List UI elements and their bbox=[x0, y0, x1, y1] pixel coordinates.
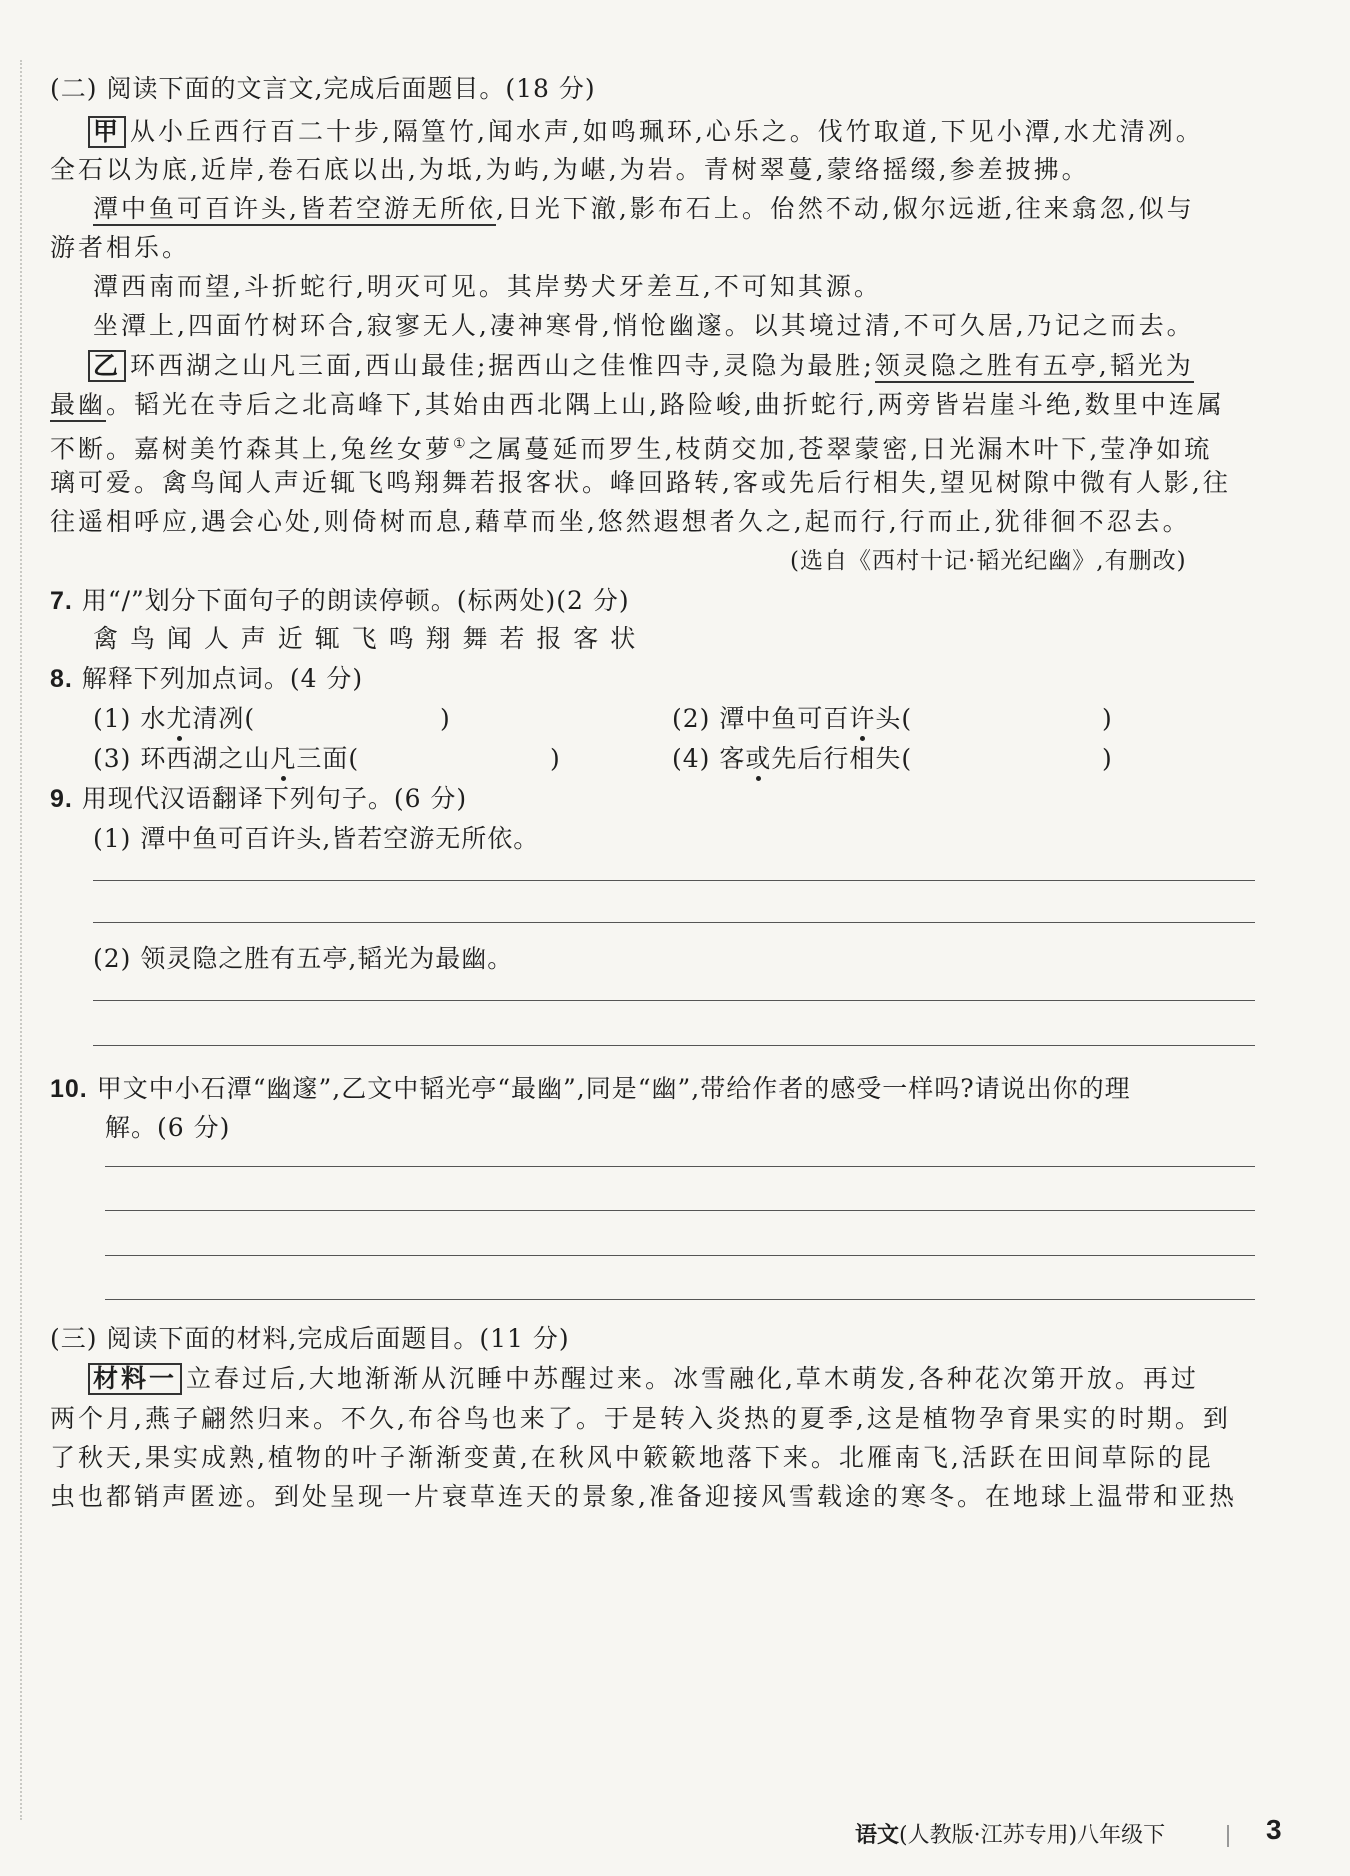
footer-divider bbox=[1227, 1825, 1229, 1847]
yi-line-5: 往遥相呼应,遇会心处,则倚树而息,藉草而坐,悠然遐想者久之,起而行,行而止,犹徘徊不忍去。 bbox=[50, 507, 1191, 536]
q9-sentence-1: (1) 潭中鱼可百许头,皆若空游无所依。 bbox=[93, 824, 540, 853]
answer-line[interactable] bbox=[105, 1166, 1255, 1167]
material1-line-1: 材料一 立春过后,大地渐渐从沉睡中苏醒过来。冰雪融化,草木萌发,各种花次第开放。再过 bbox=[88, 1362, 1199, 1396]
jia-line-1: 甲 从小丘西行百二十步,隔篁竹,闻水声,如鸣珮环,心乐之。伐竹取道,下见小潭,水尤清冽。 bbox=[88, 115, 1204, 149]
jia-line-6: 坐潭上,四面竹树环合,寂寥无人,凄神寒骨,悄怆幽邃。以其境过清,不可久居,乃记之而去。 bbox=[93, 311, 1195, 340]
q7-sentence: 禽 鸟 闻 人 声 近 辄 飞 鸣 翔 舞 若 报 客 状 bbox=[93, 624, 638, 653]
answer-line[interactable] bbox=[93, 1000, 1255, 1001]
q8-item-4-close: ) bbox=[1102, 744, 1113, 773]
source-citation: (选自《西村十记·韬光纪幽》,有删改) bbox=[790, 548, 1187, 574]
footnote-marker: ① bbox=[452, 436, 469, 452]
answer-line[interactable] bbox=[93, 1045, 1255, 1046]
emphasis-dot-char: 或 bbox=[745, 744, 772, 773]
yi-underlined-b: 最幽 bbox=[50, 390, 106, 422]
jia-line-5: 潭西南而望,斗折蛇行,明灭可见。其岸势犬牙差互,不可知其源。 bbox=[93, 272, 882, 301]
q8-item-2-close: ) bbox=[1102, 704, 1113, 733]
question-7: 7. 用“/”划分下面句子的朗读停顿。(标两处)(2 分) bbox=[50, 586, 630, 615]
jia-underlined-sentence: 潭中鱼可百许头,皆若空游无所依 bbox=[93, 194, 496, 226]
answer-line[interactable] bbox=[105, 1299, 1255, 1300]
material1-line-3: 了秋天,果实成熟,植物的叶子渐渐变黄,在秋风中簌簌地落下来。北雁南飞,活跃在田间草际的昆 bbox=[50, 1443, 1214, 1472]
answer-line[interactable] bbox=[105, 1255, 1255, 1256]
q8-item-1-close: ) bbox=[440, 704, 451, 733]
jia-tag: 甲 bbox=[88, 116, 126, 148]
footer-subject: 语文 bbox=[855, 1822, 900, 1848]
section3-heading: (三) 阅读下面的材料,完成后面题目。(11 分) bbox=[50, 1324, 570, 1353]
yi-line-3: 不断。嘉树美竹森其上,兔丝女萝①之属蔓延而罗生,枝荫交加,苍翠蒙密,日光漏木叶下,莹净如琉 bbox=[50, 434, 1213, 464]
question-10-cont: 解。(6 分) bbox=[105, 1113, 231, 1142]
jia-line-3: 潭中鱼可百许头,皆若空游无所依,日光下澈,影布石上。佁然不动,俶尔远逝,往来翕忽,似与 bbox=[93, 192, 1195, 226]
answer-line[interactable] bbox=[93, 880, 1255, 881]
material1-tag: 材料一 bbox=[88, 1363, 182, 1395]
jia-line-2: 全石以为底,近岸,卷石底以出,为坻,为屿,为嵁,为岩。青树翠蔓,蒙络摇缀,参差披拂。 bbox=[50, 155, 1090, 184]
material1-line-4: 虫也都销声匿迹。到处呈现一片衰草连天的景象,准备迎接风雪载途的寒冬。在地球上温带和亚热 bbox=[50, 1482, 1237, 1511]
q8-item-2: (2) 潭中鱼可百许头( bbox=[672, 704, 913, 733]
yi-underlined-a: 领灵隐之胜有五亭,韬光为 bbox=[875, 351, 1194, 383]
q8-item-4: (4) 客或先后行相失( bbox=[672, 744, 913, 773]
yi-line-1: 乙 环西湖之山凡三面,西山最佳;据西山之佳惟四寺,灵隐为最胜;领灵隐之胜有五亭,韬光为 bbox=[88, 349, 1194, 383]
question-8: 8. 解释下列加点词。(4 分) bbox=[50, 664, 364, 693]
emphasis-dot-char: 凡 bbox=[270, 744, 297, 773]
emphasis-dot-char: 尤 bbox=[166, 704, 193, 733]
yi-line-2: 最幽。韬光在寺后之北高峰下,其始由西北隅上山,路险峻,曲折蛇行,两旁皆岩崖斗绝,数里中连属 bbox=[50, 388, 1225, 422]
material1-line-2: 两个月,燕子翩然归来。不久,布谷鸟也来了。于是转入炎热的夏季,这是植物孕育果实的时期。到 bbox=[50, 1404, 1231, 1433]
footer-edition: (人教版·江苏专用)八年级下 bbox=[899, 1823, 1166, 1848]
q8-item-3-close: ) bbox=[550, 744, 561, 773]
emphasis-dot-char: 许 bbox=[849, 704, 876, 733]
question-10: 10. 甲文中小石潭“幽邃”,乙文中韬光亭“最幽”,同是“幽”,带给作者的感受一样吗?请说出你的理 bbox=[50, 1074, 1131, 1103]
question-9: 9. 用现代汉语翻译下列句子。(6 分) bbox=[50, 784, 468, 813]
yi-line-4: 璃可爱。禽鸟闻人声近辄飞鸣翔舞若报客状。峰回路转,客或先后行相失,望见树隙中微有人影,往 bbox=[50, 468, 1231, 497]
footer-book-info bbox=[855, 1818, 1165, 1853]
answer-line[interactable] bbox=[93, 922, 1255, 923]
page-number: 3 bbox=[1266, 1814, 1283, 1845]
q9-sentence-2: (2) 领灵隐之胜有五亭,韬光为最幽。 bbox=[93, 944, 514, 973]
answer-line[interactable] bbox=[105, 1210, 1255, 1211]
q8-item-3: (3) 环西湖之山凡三面( bbox=[93, 744, 360, 773]
binding-dotted-line bbox=[20, 60, 22, 1820]
jia-line-4: 游者相乐。 bbox=[50, 233, 191, 262]
yi-tag: 乙 bbox=[88, 350, 126, 382]
q8-item-1: (1) 水尤清冽( bbox=[93, 704, 256, 733]
section2-heading: (二) 阅读下面的文言文,完成后面题目。(18 分) bbox=[50, 74, 596, 103]
